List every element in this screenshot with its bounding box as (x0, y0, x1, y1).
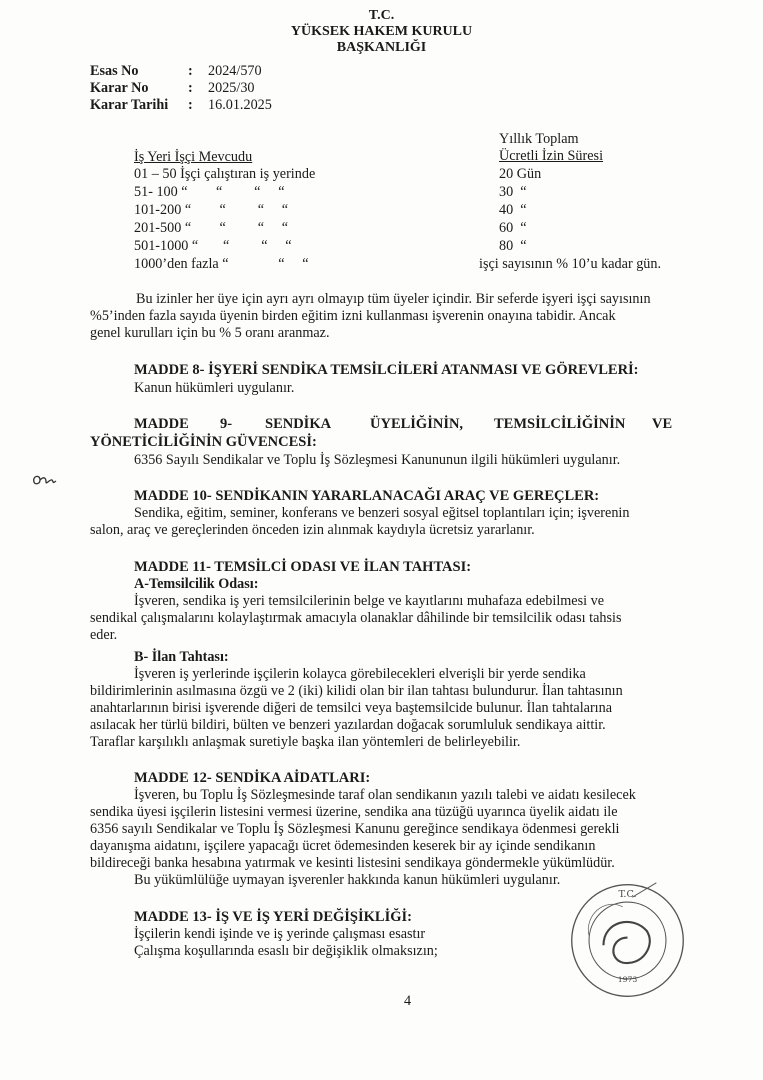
text-line: salon, araç ve gereçlerinden önceden izin alınmak kaydıyla ücretsiz yararlanır. (90, 522, 535, 538)
madde-9-title-line-2: YÖNETİCİLİĞİNİN GÜVENCESİ: (90, 434, 317, 450)
page-number: 4 (404, 993, 412, 1009)
header-line-3: BAŞKANLIĞI (336, 40, 427, 55)
madde-9-word: 9- (220, 416, 233, 432)
meta-value-esas: 2024/570 (208, 63, 262, 79)
text-line: genel kurulları için bu % 5 oranı aranmaz. (90, 325, 330, 341)
meta-sep-esas: : (188, 63, 193, 79)
table-right-header-2: Ücretli İzin Süresi (499, 148, 604, 164)
meta-sep-karar: : (188, 80, 193, 96)
text-line: Çalışma koşullarında esaslı bir değişiklik olmaksızın; (134, 943, 438, 959)
text-line: Taraflar karşılıklı anlaşmak suretiyle başka ilan yöntemleri de belirleyebilir. (90, 734, 521, 750)
text-line: Bu izinler her üye için ayrı ayrı olmayıp tüm üyeler içindir. Bir seferde işyeri işçi sayısının (136, 291, 651, 307)
handwritten-initial-icon (30, 470, 70, 490)
header-line-1: T.C. (368, 8, 395, 23)
meta-label-esas: Esas No (90, 63, 139, 79)
madde-9-word: SENDİKA (265, 416, 332, 432)
madde-9-text: 6356 Sayılı Sendikalar ve Toplu İş Sözleşmesi Kanununun ilgili hükümleri uygulanır. (134, 452, 621, 468)
seal-year-text: 1973 (617, 974, 638, 984)
table-left-header: İş Yeri İşçi Mevcudu (134, 149, 253, 165)
table-row-left: 101-200 “ “ “ “ (134, 202, 289, 218)
text-line: sendika üyesi işçilerin listesini vermesi üzerine, sendika ana tüzüğü uyarınca üyelik aidatı ile (90, 804, 618, 820)
table-row-left: 501-1000 “ “ “ “ (134, 238, 292, 254)
meta-sep-tarih: : (188, 97, 193, 113)
text-line: sendikal çalışmalarını kolaylaştırmak amacıyla olanaklar dâhilinde bir temsilcilik odası tahsis (90, 610, 622, 626)
text-line: Bu yükümlülüğe uymayan işverenler hakkında kanun hükümleri uygulanır. (134, 872, 561, 888)
text-line: anahtarlarının birisi işverende diğeri de temsilci veya baştemsilcide bulunur. İlan tahtalarına (90, 700, 612, 716)
table-row-right: 80 “ (499, 238, 527, 254)
table-row-left: 51- 100 “ “ “ “ (134, 184, 285, 200)
madde-12-title: MADDE 12- SENDİKA AİDATLARI: (134, 770, 371, 786)
table-row-left: 1000’den fazla “ “ “ (134, 256, 309, 272)
table-row-left: 201-500 “ “ “ “ (134, 220, 289, 236)
madde-11-title: MADDE 11- TEMSİLCİ ODASI VE İLAN TAHTASI: (134, 559, 472, 575)
meta-value-tarih: 16.01.2025 (208, 97, 272, 113)
text-line: eder. (90, 627, 118, 643)
table-row-right: 60 “ (499, 220, 527, 236)
text-line: İşçilerin kendi işinde ve iş yerinde çalışması esastır (134, 926, 426, 942)
madde-8-title: MADDE 8- İŞYERİ SENDİKA TEMSİLCİLERİ ATANMASI VE GÖREVLERİ: (134, 362, 639, 378)
text-line: %5’inden fazla sayıda üyenin birden eğitim izni kullanması işverenin onayına tabidir. Ancak (90, 308, 616, 324)
madde-8-text: Kanun hükümleri uygulanır. (134, 380, 295, 396)
table-row-right: işçi sayısının % 10’u kadar gün. (479, 256, 662, 272)
madde-9-word: MADDE (134, 416, 189, 432)
text-line: İşveren, bu Toplu İş Sözleşmesinde taraf olan sendikanın yazılı talebi ve aidatı kesilecek (134, 787, 636, 803)
seal-top-text: T.C. (618, 889, 637, 901)
table-row-left: 01 – 50 İşçi çalıştıran iş yerinde (134, 166, 316, 182)
table-row-right: 30 “ (499, 184, 527, 200)
table-row-right: 40 “ (499, 202, 527, 218)
madde-11-subtitle-b: B- İlan Tahtası: (134, 649, 229, 665)
madde-10-title: MADDE 10- SENDİKANIN YARARLANACAĞI ARAÇ VE GEREÇLER: (134, 488, 600, 504)
text-line: bildirimlerinin asılmasına özgü ve 2 (iki) kilidi olan bir ilan tahtası bulundurur. İlan tahtasının (90, 683, 623, 699)
text-line: asılacak her türlü bildiri, bülten ve benzeri yazılardan doğacak sorumluluk sendikaya aittir. (90, 717, 606, 733)
madde-13-title: MADDE 13- İŞ VE İŞ YERİ DEĞİŞİKLİĞİ: (134, 909, 412, 925)
table-row-right: 20 Gün (499, 166, 542, 182)
madde-9-word: ÜYELİĞİNİN, (370, 416, 464, 432)
official-seal-icon (565, 878, 690, 1003)
text-line: İşveren iş yerlerinde işçilerin kolayca görebilecekleri elverişli bir yerde sendika (134, 666, 586, 682)
text-line: bildireceği banka hesabına yatırmak ve kesinti listesini sendikaya göndermekle yükümlüdür. (90, 855, 615, 871)
madde-9-word: TEMSİLCİLİĞİNİN (494, 416, 626, 432)
text-line: İşveren, sendika iş yeri temsilcilerinin belge ve kayıtlarını muhafaza edebilmesi ve (134, 593, 604, 609)
meta-label-tarih: Karar Tarihi (90, 97, 169, 113)
text-line: Sendika, eğitim, seminer, konferans ve benzeri sosyal eğitsel toplantıları için; işverenin (134, 505, 630, 521)
table-right-header-1: Yıllık Toplam (499, 131, 579, 147)
meta-label-karar: Karar No (90, 80, 149, 96)
text-line: 6356 sayılı Sendikalar ve Toplu İş Sözleşmesi Kanunu gereğince sendikaya ödenmesi gerekli (90, 821, 620, 837)
header-line-2: YÜKSEK HAKEM KURULU (290, 24, 473, 39)
madde-11-subtitle-a: A-Temsilcilik Odası: (134, 576, 259, 592)
text-line: dayanışma aidatını, işçilere yapacağı ücret ödemesinden keserek bir ay içinde sendikanın (90, 838, 596, 854)
meta-value-karar: 2025/30 (208, 80, 255, 96)
madde-9-word: VE (652, 416, 673, 432)
